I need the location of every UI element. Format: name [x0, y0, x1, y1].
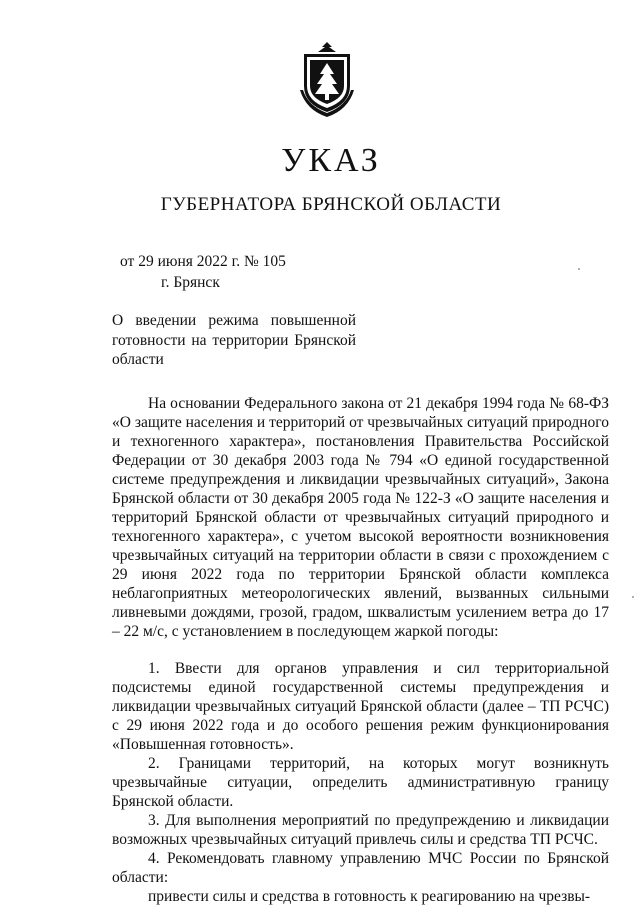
date-and-number: от 29 июня 2022 г. № 105 — [120, 253, 286, 270]
preamble-paragraph: На основании Федерального закона от 21 декабря 1994 года № 68-ФЗ «О защите населения и территорий от чрезвычайных ситуаций природного и техногенного характера», постановления Правительства Российской Федерации от 30 декабря 2003 года № 794 «О единой государственной системе предупреждения и ликвидации чрезвычайных ситуаций», Закона Брянской области от 30 декабря 2005 года № 122-З «О защите населения и территорий Брянской области от чрезвычайных ситуаций природного и техногенного характера», с учетом высокой вероятности возникновения чрезвычайных ситуаций на территории области в связи с прохождением с 29 июня 2022 года по территории Брянской области комплекса неблагоприятных метеорологических явлений, вызванных сильными ливневыми дождями, грозой, градом, шквалистым усилением ветра до 17 – 22 м/с, с установлением в последующем жаркой погоды: — [112, 395, 610, 640]
item-1: 1. Ввести для органов управления и сил территориальной подсистемы единой государственной системы предупреждения и ликвидации чрезвычайных ситуаций Брянской области (далее – ТП РСЧС) с 29 июня 2022 года и до особого решения режим функционирования «Повышенная готовность». — [112, 660, 609, 753]
scan-speck — [632, 596, 634, 598]
document-subject: О введении режима повышенной готовности на территории Брянской области — [112, 312, 356, 368]
document-title: УКАЗ — [281, 142, 381, 179]
city: г. Брянск — [161, 274, 220, 291]
document-body — [112, 394, 609, 906]
item-3: 3. Для выполнения мероприятий по предупреждению и ликвидации возможных чрезвычайных ситуаций привлечь силы и средства ТП РСЧС. — [112, 812, 609, 848]
item-4: 4. Рекомендовать главному управлению МЧС России по Брянской области: — [112, 850, 609, 886]
coat-of-arms-icon — [296, 40, 358, 118]
item-2: 2. Границами территорий, на которых могут возникнуть чрезвычайные ситуации, определить административную границу Брянской области. — [112, 755, 609, 810]
document-subtitle: ГУБЕРНАТОРА БРЯНСКОЙ ОБЛАСТИ — [160, 194, 502, 215]
item-4-subpoint: привести силы и средства в готовность к реагированию на чрезвы- — [148, 888, 591, 905]
scan-speck — [578, 268, 580, 270]
